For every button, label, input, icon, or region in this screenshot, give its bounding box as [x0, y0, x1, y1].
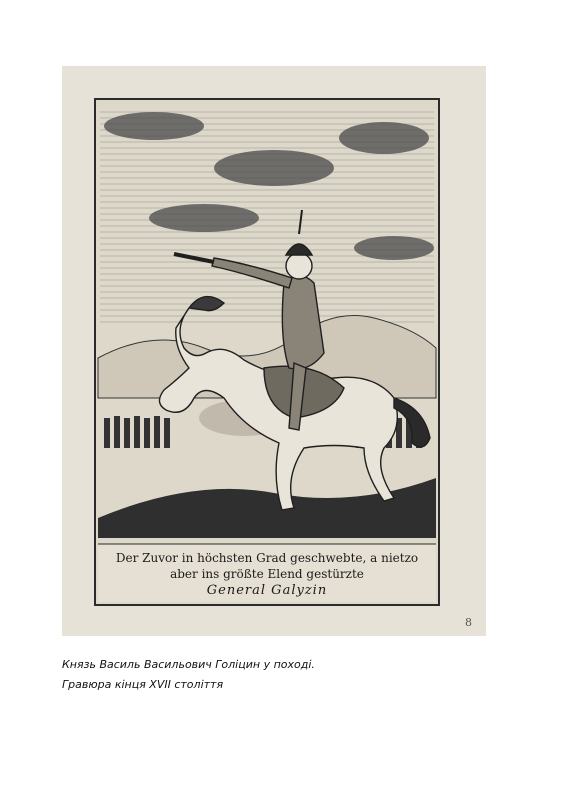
illustration-plate [62, 66, 486, 636]
inscription-line-3: General Galyzin [206, 583, 328, 598]
figure-caption [62, 655, 502, 695]
inscription-line-2: aber ins größte Elend gestürzte [170, 567, 364, 581]
troops-left [104, 416, 170, 448]
caption-line-2: Гравюра кінця XVII століття [62, 678, 224, 691]
page-number: 8 [465, 616, 472, 629]
inscription-line-1: Der Zuvor in höchsten Grad geschwebte, a nietzo [115, 551, 419, 565]
caption-line-1: Князь Василь Васильович Голіцин у поході. [62, 658, 315, 671]
engraving-image [94, 98, 440, 606]
engraving-inscription [94, 550, 440, 600]
